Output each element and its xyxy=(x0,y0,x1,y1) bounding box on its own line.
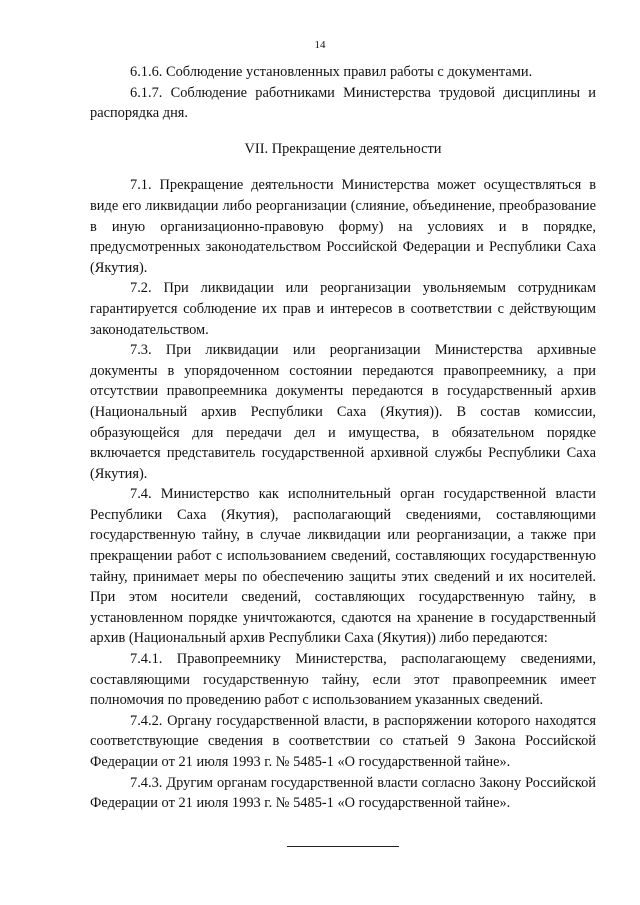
paragraph-7-4-1: 7.4.1. Правопреемнику Министерства, располагающему сведениями, составляющими государственную тайну, если этот правопреемник имеет полномочия по проведению работ с использованием указанных сведений. xyxy=(90,651,596,709)
page-number: 14 xyxy=(314,39,326,51)
footer-divider-line xyxy=(287,846,399,847)
section-title: VII. Прекращение деятельности xyxy=(244,140,442,157)
paragraph-7-4-3: 7.4.3. Другим органам государственной власти согласно Закону Российской Федерации от 21 июля 1993 г. № 5485-1 «О государственной тайне». xyxy=(90,774,596,812)
paragraph-7-3: 7.3. При ликвидации или реорганизации Министерства архивные документы в упорядоченном состоянии передаются правопреемнику, а при отсутствии правопреемника документы передаются в государственный архив (Национальный архив Республики Саха (Якутия)). В состав комиссии, образующейся для передачи дел и имущества, в обязательном порядке включается представитель государственной архивной службы Республики Саха (Якутия). xyxy=(90,342,596,482)
paragraph-6-1-6: 6.1.6. Соблюдение установленных правил работы с документами. xyxy=(130,64,533,80)
document-body xyxy=(90,62,596,814)
paragraph-7-4: 7.4. Министерство как исполнительный орган государственной власти Республики Саха (Якутия), располагающий сведениями, составляющими государственную тайну, в случае ликвидации или реорганизации, а также при прекращении работ с использованием сведений, составляющих государственную тайну, принимает меры по обеспечению защиты этих сведений и их носителей. При этом носители сведений, составляющих государственную тайну, в установленном порядке уничтожаются, сдаются на хранение в государственный архив (Национальный архив Республики Саха (Якутия)) либо передаются: xyxy=(90,486,596,647)
paragraph-7-1: 7.1. Прекращение деятельности Министерства может осуществляться в виде его ликвидации либо реорганизации (слияние, объединение, преобразование в иную организационно-правовую форму) на условиях и в порядке, предусмотренных законодательством Российской Федерации и Республики Саха (Якутия). xyxy=(90,177,596,276)
paragraph-7-4-2: 7.4.2. Органу государственной власти, в распоряжении которого находятся соответствующие сведения в соответствии со статьей 9 Закона Российской Федерации от 21 июля 1993 г. № 5485-1 «О государственной тайне». xyxy=(90,712,596,770)
paragraph-6-1-7: 6.1.7. Соблюдение работниками Министерства трудовой дисциплины и распорядка дня. xyxy=(90,84,596,122)
paragraph-7-2: 7.2. При ликвидации или реорганизации увольняемым сотрудникам гарантируется соблюдение их прав и интересов в соответствии с действующим законодательством. xyxy=(90,280,596,338)
